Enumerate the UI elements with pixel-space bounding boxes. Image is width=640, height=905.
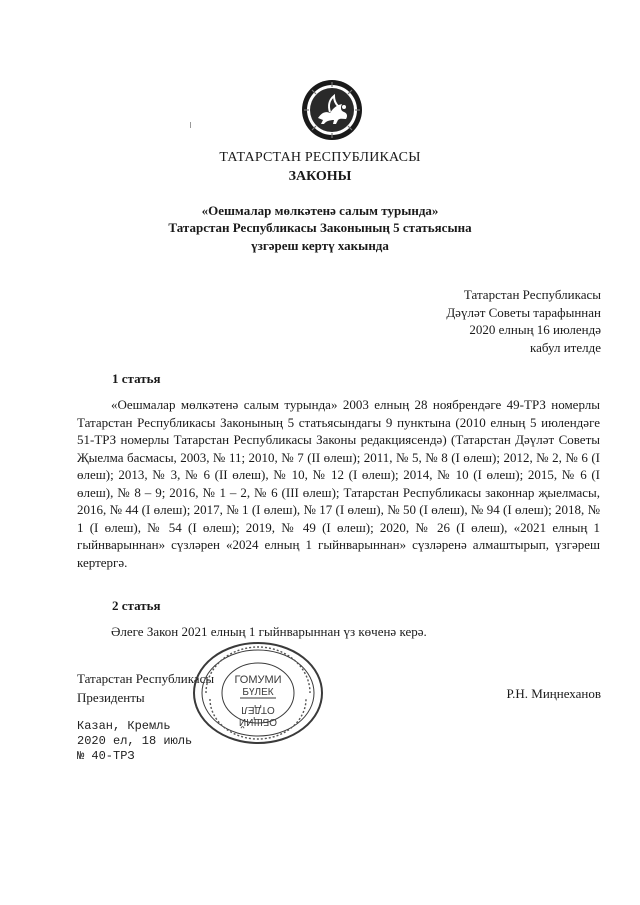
footer-date: 2020 ел, 18 июль <box>77 734 193 748</box>
office-stamp-icon <box>190 639 326 747</box>
article-2-heading: 2 статья <box>112 598 161 613</box>
stamp-line-1: ГОМУМИ <box>234 674 282 686</box>
footer-number: № 40-ТРЗ <box>77 749 135 763</box>
adoption-line-2: Дәүләт Советы тарафыннан <box>446 304 601 320</box>
scan-speck <box>190 122 191 128</box>
law-title-line-1: «Оешмалар мөлкәтенә салым турында» <box>201 203 439 218</box>
article-1-heading: 1 статья <box>112 371 161 386</box>
adoption-line-4: кабул ителде <box>530 339 601 355</box>
article-2-text: Әлеге Закон 2021 елның 1 гыйнварыннан үз көченә керә. <box>111 624 427 639</box>
law-title-line-3: үзгәреш кертү хакында <box>251 238 389 253</box>
tatarstan-emblem-icon <box>300 78 364 142</box>
stamp-line-3: ОТДЕЛ <box>241 704 275 715</box>
law-title-line-2: Татарстан Республикасы Законының 5 статьясына <box>168 220 472 235</box>
document-footer <box>77 719 192 764</box>
footer-place: Казан, Кремль <box>77 719 171 733</box>
adoption-block <box>446 286 601 356</box>
signatory-title-line-2: Президенты <box>77 690 145 705</box>
signatory-title-line-1: Татарстан Республикасы <box>77 671 215 686</box>
stamp-line-4: ОБЩИЙ <box>238 716 278 727</box>
article-1-text: «Оешмалар мөлкәтенә салым турында» 2003 елның 28 ноябрендәге 49-ТРЗ номерлы Татарстан Республикасы Законының 5 статьясындагы 9 пунктына (2010 елның 5 июлендәге 51-ТРЗ номерлы Татарстан Республикасы Законы редакциясендә) (Татарстан Дәүләт Советы Җыелма басмасы, 2003, № 11; 2010, № 7 (II өлеш); 2011, № 5, № 8 (I өлеш); 2012, № 2, № 6 (I өлеш); 2013, № 3, № 6 (II өлеш), № 10, № 12 (I өлеш); 2014, № 10 (I өлеш); 2015, № 6 (I өлеш), № 8 – 9; 2016, № 1 – 2, № 6 (III өлеш); Татарстан Республикасы законнар җыелмасы, 2016, № 44 (I өлеш); 2017, № 1 (I өлеш), № 17 (I өлеш), № 50 (I өлеш), № 94 (I өлеш); 2018, № 1 (I өлеш), № 54 (I өлеш); 2019, № 49 (I өлеш); 2020, № 26 (I өлеш), «2021 елның 1 гыйнварыннан» сүзләрен «2024 елның 1 гыйнварыннан» сүзләренә алмаштырып, үзгәреш кертергә. <box>77 397 600 570</box>
stamp-line-2: БҮЛЕК <box>242 687 274 698</box>
law-heading: ЗАКОНЫ <box>288 169 352 184</box>
adoption-line-3: 2020 елның 16 июлендә <box>469 322 601 337</box>
republic-heading: ТАТАРСТАН РЕСПУБЛИКАСЫ <box>219 150 421 165</box>
signatory-name: Р.Н. Миңнеханов <box>506 686 601 701</box>
adoption-line-1: Татарстан Республикасы <box>463 287 601 302</box>
